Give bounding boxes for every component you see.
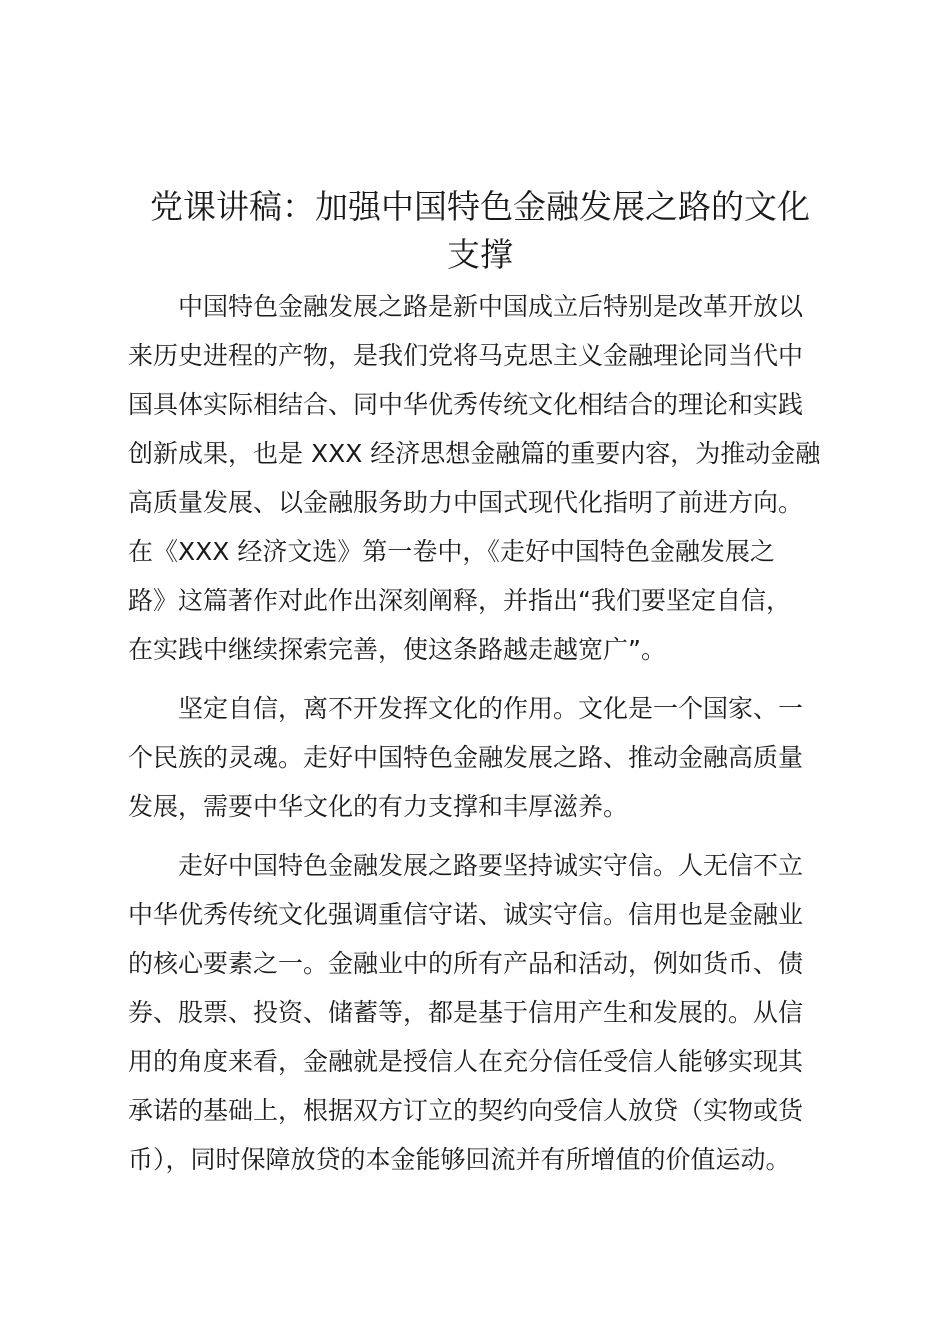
text-line: 券、股票、投资、储蓄等，都是基于信用产生和发展的。从信 xyxy=(128,998,804,1027)
paragraph-2 xyxy=(128,684,836,831)
paragraph-3 xyxy=(128,841,836,1184)
title-line: 党课讲稿：加强中国特色金融发展之路的文化 xyxy=(150,187,810,226)
paragraph-gap xyxy=(128,676,836,684)
title-line: 支撑 xyxy=(447,235,513,274)
text-line: 中华优秀传统文化强调重信守诺、诚实守信。信用也是金融业 xyxy=(128,900,804,929)
text-line: 在实践中继续探索完善，使这条路越走越宽广”。 xyxy=(128,635,666,664)
paragraph-gap xyxy=(128,833,836,841)
text-line: 币），同时保障放贷的本金能够回流并有所增值的价值运动。 xyxy=(128,1145,791,1174)
document-body xyxy=(128,282,836,1186)
text-line: 用的角度来看，金融就是授信人在充分信任受信人能够实现其 xyxy=(128,1047,804,1076)
text-line: 高质量发展、以金融服务助力中国式现代化指明了前进方向。 xyxy=(128,488,804,517)
text-line: 发展，需要中华文化的有力支撑和丰厚滋养。 xyxy=(128,792,629,821)
text-line: 中国特色金融发展之路是新中国成立后特别是改革开放以 xyxy=(128,292,804,321)
text-line: 坚定自信，离不开发挥文化的作用。文化是一个国家、一 xyxy=(128,694,804,723)
document-title xyxy=(110,183,850,279)
text-line: 承诺的基础上，根据双方订立的契约向受信人放贷（实物或货 xyxy=(128,1096,804,1125)
text-line: 个民族的灵魂。走好中国特色金融发展之路、推动金融高质量 xyxy=(128,743,804,772)
text-line: 的核心要素之一。金融业中的所有产品和活动，例如货币、债 xyxy=(128,949,804,978)
text-line: 国具体实际相结合、同中华优秀传统文化相结合的理论和实践 xyxy=(128,390,804,419)
text-line: 路》这篇著作对此作出深刻阐释，并指出“我们要坚定自信， xyxy=(128,586,791,615)
paragraph-1 xyxy=(128,282,836,674)
text-line: 在《XXX 经济文选》第一卷中，《走好中国特色金融发展之 xyxy=(128,537,775,566)
text-line: 来历史进程的产物，是我们党将马克思主义金融理论同当代中 xyxy=(128,341,804,370)
text-line: 创新成果，也是 XXX 经济思想金融篇的重要内容，为推动金融 xyxy=(128,439,821,468)
text-line: 走好中国特色金融发展之路要坚持诚实守信。人无信不立 xyxy=(128,851,804,880)
